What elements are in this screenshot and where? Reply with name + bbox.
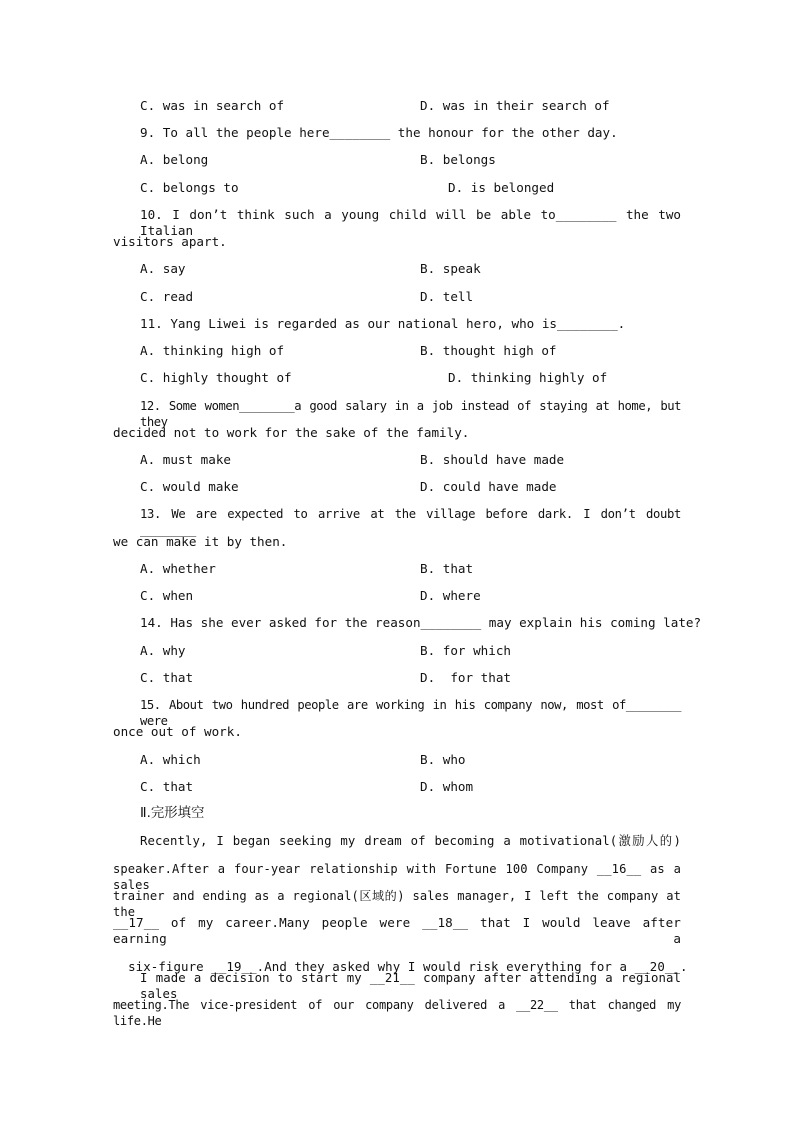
q11-stem: 11. Yang Liwei is regarded as our national hero, who is________. xyxy=(140,316,626,331)
q12-option-c: C. would make xyxy=(140,479,239,494)
cloze-chinese-gloss: 激励人的 xyxy=(617,834,674,848)
q10-stem-line1: 10. I don’t think such a young child will be able to________ the two Italian xyxy=(140,207,681,238)
q10-option-d: D. tell xyxy=(420,289,474,304)
q9-option-a: A. belong xyxy=(140,152,209,167)
q10-option-b: B. speak xyxy=(420,261,481,276)
cloze-text: meeting.The vice-president of our company delivered a xyxy=(113,998,517,1012)
cloze-text: as a sales xyxy=(113,862,682,892)
q13-stem-line2: we can make it by then. xyxy=(113,534,288,549)
cloze-text: . xyxy=(680,959,688,974)
q9-option-b: B. belongs xyxy=(420,152,496,167)
q15-option-b: B. who xyxy=(420,752,466,767)
q14-option-b: B. for which xyxy=(420,643,511,658)
q12-option-b: B. should have made xyxy=(420,452,565,467)
q10-option-a: A. say xyxy=(140,261,186,276)
cloze-text: six-figure xyxy=(128,959,212,974)
q15-option-a: A. which xyxy=(140,752,201,767)
cloze-blank-22: __22__ xyxy=(516,998,558,1012)
q14-option-a: A. why xyxy=(140,643,186,658)
q15-stem-line1: 15. About two hundred people are working in his company now, most of________ were xyxy=(140,698,681,728)
q10-stem-line2: visitors apart. xyxy=(113,234,227,249)
q11-option-d: D. thinking highly of xyxy=(448,370,608,385)
q13-option-c: C. when xyxy=(140,588,194,603)
q13-option-b: B. that xyxy=(420,561,474,576)
q15-stem-line2: once out of work. xyxy=(113,724,242,739)
q8-option-d: D. was in their search of xyxy=(420,98,610,113)
cloze-text: .And they asked why I would risk everything for a xyxy=(256,959,635,974)
section-heading: Ⅱ.完形填空 xyxy=(140,806,205,821)
q10-option-c: C. read xyxy=(140,289,194,304)
cloze-text: that changed my life.He xyxy=(113,998,681,1028)
cloze-text: that I would leave after earning a xyxy=(113,915,681,946)
cloze-blank-20: __20__ xyxy=(634,959,681,974)
q14-option-c: C. that xyxy=(140,670,194,685)
q9-option-d: D. is belonged xyxy=(448,180,555,195)
q15-option-d: D. whom xyxy=(420,779,474,794)
cloze-text: ) sales manager, I left the company at the xyxy=(113,889,681,919)
cloze-chinese-gloss: 区域的 xyxy=(358,889,398,903)
q11-option-b: B. thought high of xyxy=(420,343,557,358)
q14-stem: 14. Has she ever asked for the reason________ may explain his coming late? xyxy=(140,615,702,630)
q9-option-c: C. belongs to xyxy=(140,180,239,195)
q13-stem-line1: 13. We are expected to arrive at the village before dark. I don’t doubt ________ xyxy=(140,507,681,537)
q8-option-c: C. was in search of xyxy=(140,98,285,113)
cloze-blank-17: __17__ xyxy=(113,915,160,930)
q12-stem-line2: decided not to work for the sake of the family. xyxy=(113,425,470,440)
q12-stem-line1: 12. Some women________a good salary in a job instead of staying at home, but they xyxy=(140,399,681,429)
cloze-text: ) xyxy=(673,834,681,848)
cloze-blank-16: __16__ xyxy=(596,862,642,876)
q12-option-a: A. must make xyxy=(140,452,231,467)
cloze-text: of my career.Many people were xyxy=(159,915,423,930)
q9-stem: 9. To all the people here________ the honour for the other day. xyxy=(140,125,618,140)
cloze-blank-21: __21__ xyxy=(369,971,415,985)
cloze-text: Recently, I began seeking my dream of becoming a motivational( xyxy=(140,834,618,848)
cloze-p2-line2 xyxy=(113,997,681,1029)
cloze-text: I made a decision to start my xyxy=(140,971,370,985)
cloze-blank-18: __18__ xyxy=(422,915,469,930)
cloze-text: speaker.After a four-year relationship with Fortune 100 Company xyxy=(113,862,597,876)
q12-option-d: D. could have made xyxy=(420,479,557,494)
cloze-blank-19: __19__ xyxy=(211,959,257,974)
cloze-text: trainer and ending as a regional( xyxy=(113,889,359,903)
q13-option-a: A. whether xyxy=(140,561,216,576)
cloze-p1-line1 xyxy=(140,833,681,849)
q11-option-c: C. highly thought of xyxy=(140,370,292,385)
cloze-text: company after attending a regional sales xyxy=(140,971,681,1001)
q14-option-d: D. for that xyxy=(420,670,511,685)
q15-option-c: C. that xyxy=(140,779,194,794)
q11-option-a: A. thinking high of xyxy=(140,343,285,358)
q13-option-d: D. where xyxy=(420,588,481,603)
